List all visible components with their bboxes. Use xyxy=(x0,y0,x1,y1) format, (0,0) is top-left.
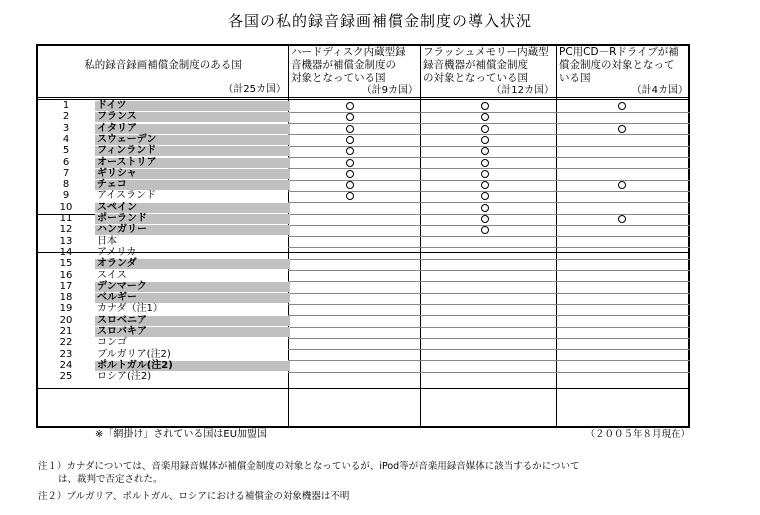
country-name: ギリシャ xyxy=(95,169,290,179)
circle-mark-icon xyxy=(481,215,489,223)
country-name: ドイツ xyxy=(95,101,290,111)
row-number: 21 xyxy=(59,326,73,337)
row-divider xyxy=(420,281,556,282)
row-divider xyxy=(288,157,420,158)
row-divider xyxy=(556,112,690,113)
row-divider xyxy=(288,134,420,135)
row-divider xyxy=(556,247,690,248)
country-name: スウェーデン xyxy=(95,135,290,145)
row-divider xyxy=(556,123,690,124)
row-divider xyxy=(288,146,420,147)
row-divider xyxy=(420,270,556,271)
row-number: 14 xyxy=(59,246,73,258)
circle-mark-icon xyxy=(481,181,489,189)
row-number: 1 xyxy=(62,100,70,111)
circle-mark-icon xyxy=(481,113,489,121)
circle-mark-icon xyxy=(618,215,626,223)
country-table xyxy=(36,44,690,428)
country-name: ベルギー xyxy=(95,293,290,303)
row-divider xyxy=(420,293,556,294)
row-divider xyxy=(420,214,556,215)
country-name: ポーランド xyxy=(95,214,290,224)
row-divider xyxy=(288,338,420,339)
row-divider xyxy=(420,134,556,135)
country-name: カナダ（注1） xyxy=(97,303,163,315)
page-title: 各国の私的録音録画補償金制度の導入状況 xyxy=(227,12,532,30)
row-divider xyxy=(556,236,690,237)
row-divider xyxy=(420,112,556,113)
row-divider xyxy=(288,360,420,361)
row-divider xyxy=(420,360,556,361)
header-hdd-count: （計9カ国） xyxy=(361,85,418,96)
row-divider xyxy=(556,134,690,135)
row-number: 23 xyxy=(59,348,73,360)
header-divider xyxy=(38,97,688,98)
row-number: 6 xyxy=(62,156,70,168)
row-divider xyxy=(556,293,690,294)
footnote-2: 注２）ブルガリア、ポルトガル、ロシアにおける補償金の対象機器は不明 xyxy=(38,491,350,502)
circle-mark-icon xyxy=(346,125,354,133)
country-name: フィンランド xyxy=(95,146,290,156)
circle-mark-icon xyxy=(346,192,354,200)
circle-mark-icon xyxy=(618,102,626,110)
row-divider xyxy=(288,270,420,271)
country-name: アイスランド xyxy=(97,190,156,202)
row-number: 8 xyxy=(62,179,70,191)
country-name: アメリカ xyxy=(97,246,137,258)
row-divider xyxy=(556,157,690,158)
row-number: 16 xyxy=(59,269,73,281)
circle-mark-icon xyxy=(346,181,354,189)
row-divider xyxy=(288,214,420,215)
row-number: 17 xyxy=(59,280,73,292)
row-divider xyxy=(420,327,556,328)
row-number: 3 xyxy=(62,122,70,134)
row-divider xyxy=(288,247,420,248)
circle-mark-icon xyxy=(346,136,354,144)
circle-mark-icon xyxy=(481,102,489,110)
row-divider xyxy=(556,259,690,260)
row-divider xyxy=(288,372,420,373)
row-divider xyxy=(420,338,556,339)
header-countries-count: （計25カ国） xyxy=(223,84,286,95)
row-divider xyxy=(420,236,556,237)
header-flash-line2: 録音機器が補償金制度 xyxy=(423,59,528,71)
row-divider xyxy=(288,327,420,328)
circle-mark-icon xyxy=(346,147,354,155)
circle-mark-icon xyxy=(481,147,489,155)
row-divider xyxy=(420,315,556,316)
row-number: 19 xyxy=(59,303,73,315)
row-divider xyxy=(556,360,690,361)
row-divider xyxy=(420,168,556,169)
row-divider xyxy=(556,202,690,203)
country-name: スロバキア xyxy=(95,327,290,337)
row-divider xyxy=(288,349,420,350)
country-name: イタリア xyxy=(95,124,290,134)
circle-mark-icon xyxy=(346,102,354,110)
row-divider xyxy=(556,281,690,282)
country-name: オランダ xyxy=(95,259,290,269)
row-number: 24 xyxy=(59,359,73,371)
row-divider xyxy=(288,315,420,316)
circle-mark-icon xyxy=(481,192,489,200)
circle-mark-icon xyxy=(346,170,354,178)
country-name: スロベニア xyxy=(95,316,290,326)
row-divider xyxy=(420,146,556,147)
circle-mark-icon xyxy=(481,226,489,234)
date-note: （２００５年８月現在） xyxy=(585,429,690,440)
row-number: 13 xyxy=(59,235,73,247)
row-number: 11 xyxy=(59,213,73,224)
row-number: 5 xyxy=(62,145,70,157)
row-number: 18 xyxy=(59,292,73,304)
circle-mark-icon xyxy=(346,159,354,167)
header-flash-line1: フラッシュメモリー内蔵型 xyxy=(423,46,549,58)
country-name: デンマーク xyxy=(95,282,290,292)
row-divider xyxy=(556,315,690,316)
row-divider xyxy=(556,191,690,192)
country-name: スイス xyxy=(97,269,127,281)
country-name: ハンガリー xyxy=(95,225,290,235)
circle-mark-icon xyxy=(481,204,489,212)
country-name: フランス xyxy=(95,112,290,122)
country-name: ポルトガル(注2) xyxy=(95,361,290,371)
header-cdr-line2: 償金制度の対象となって xyxy=(559,59,675,71)
row-divider xyxy=(556,338,690,339)
row-divider xyxy=(556,146,690,147)
row-number: 9 xyxy=(62,190,70,202)
row-divider xyxy=(420,123,556,124)
footnote-1-line2: は、裁判で否定された。 xyxy=(58,474,163,485)
header-divider xyxy=(38,99,688,100)
circle-mark-icon xyxy=(481,125,489,133)
row-divider xyxy=(288,168,420,169)
row-divider xyxy=(288,112,420,113)
group-divider xyxy=(38,388,688,389)
row-number: 7 xyxy=(62,167,70,179)
header-flash-count: （計12カ国） xyxy=(491,85,554,96)
row-divider xyxy=(420,259,556,260)
row-divider xyxy=(288,180,420,181)
row-divider xyxy=(288,123,420,124)
header-cdr-line1: PC用CD－Rドライブが補 xyxy=(559,46,679,58)
row-divider xyxy=(288,259,420,260)
row-divider xyxy=(288,293,420,294)
header-cdr-line3: いる国 xyxy=(559,72,591,84)
row-divider xyxy=(288,304,420,305)
row-divider xyxy=(288,236,420,237)
row-divider xyxy=(288,281,420,282)
row-divider xyxy=(556,372,690,373)
row-number: 12 xyxy=(59,224,73,236)
circle-mark-icon xyxy=(481,159,489,167)
country-name: 日本 xyxy=(97,235,117,247)
country-name: ブルガリア(注2) xyxy=(97,348,171,360)
row-divider xyxy=(556,327,690,328)
row-divider xyxy=(420,191,556,192)
row-divider xyxy=(420,372,556,373)
row-number: 2 xyxy=(62,111,70,123)
row-divider xyxy=(420,202,556,203)
row-divider xyxy=(288,191,420,192)
circle-mark-icon xyxy=(618,125,626,133)
row-number: 20 xyxy=(59,314,73,326)
country-name: オーストリア xyxy=(95,158,290,168)
row-number: 4 xyxy=(62,133,70,145)
row-divider xyxy=(556,304,690,305)
row-divider xyxy=(420,180,556,181)
footnote-1-line1: 注１）カナダについては、音楽用録音媒体が補償金制度の対象となっているが、iPod等が音楽用録音媒体に該当するかについて xyxy=(38,461,580,472)
circle-mark-icon xyxy=(481,170,489,178)
circle-mark-icon xyxy=(481,136,489,144)
row-number: 10 xyxy=(59,201,73,213)
row-divider xyxy=(420,304,556,305)
header-flash-line3: の対象となっている国 xyxy=(423,72,528,84)
row-divider xyxy=(556,225,690,226)
header-hdd-line1: ハードディスク内蔵型録 xyxy=(291,46,406,58)
row-divider xyxy=(556,349,690,350)
circle-mark-icon xyxy=(346,113,354,121)
row-number: 22 xyxy=(59,337,73,349)
row-divider xyxy=(420,157,556,158)
row-divider xyxy=(288,225,420,226)
country-name: ロシア(注2) xyxy=(97,371,152,383)
row-divider xyxy=(420,349,556,350)
row-divider xyxy=(420,225,556,226)
row-number: 25 xyxy=(59,371,73,383)
header-hdd-line3: 対象となっている国 xyxy=(291,72,386,84)
circle-mark-icon xyxy=(618,181,626,189)
country-name: チェコ xyxy=(95,180,290,190)
header-countries-with-levy: 私的録音録画補償金制度のある国 xyxy=(84,59,242,71)
row-divider xyxy=(556,270,690,271)
header-cdr-count: （計4カ国） xyxy=(631,85,688,96)
row-divider xyxy=(556,168,690,169)
country-name: スペイン xyxy=(95,203,290,213)
row-divider xyxy=(288,202,420,203)
row-number: 15 xyxy=(59,258,73,270)
eu-legend-note: ※「網掛け」されている国はEU加盟国 xyxy=(95,429,268,440)
row-divider xyxy=(420,247,556,248)
header-hdd-line2: 音機器が補償金制度の xyxy=(291,59,396,71)
country-name: コンゴ xyxy=(97,337,127,349)
